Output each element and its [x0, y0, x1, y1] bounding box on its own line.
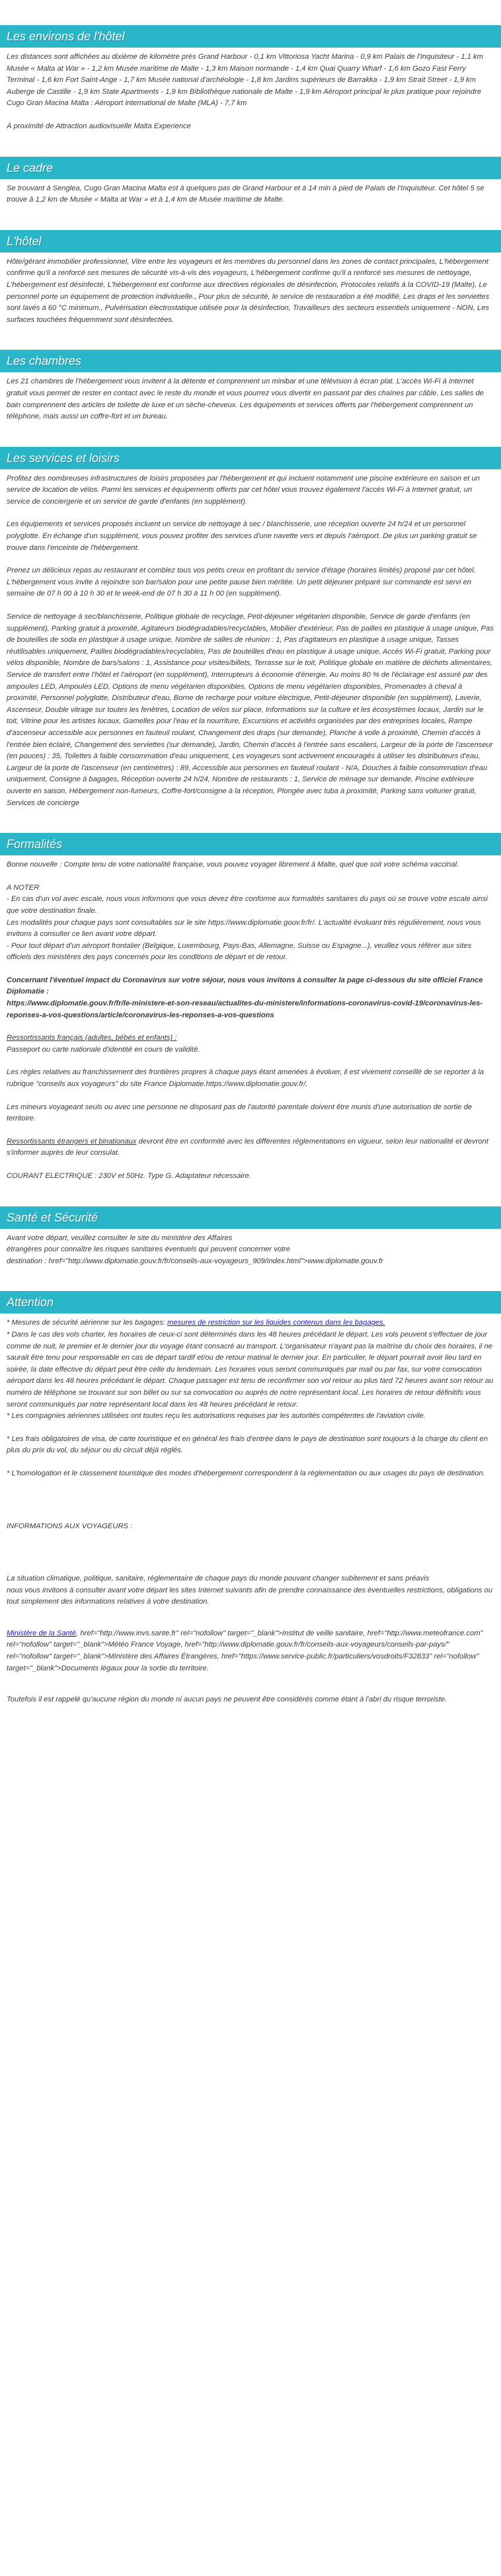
formalites-minors: Les mineurs voyageant seuls ou avec une personne ne disposant pas de l'autorité parentale doivent être munis d'une autorisation de sortie de territoire.: [7, 1103, 472, 1123]
formalites-french-nationals-heading: Ressortissants français (adultes, bébés et enfants) :: [7, 1034, 177, 1042]
formalites-foreign-nationals-text: devront être en conformité avec les différentes réglementations en vigueur, selon leur nationalité et devront s'informer auprès de leur consulat.: [7, 1137, 488, 1157]
section-attention: [0, 1291, 501, 1705]
section-formalites: [0, 833, 501, 1182]
environs-nearby: À proximité de Attraction audiovisuelle Malta Experience: [7, 122, 191, 130]
section-title-cadre: Le cadre: [0, 157, 501, 179]
section-sante: [0, 1206, 501, 1268]
cadre-description: Se trouvant à Senglea, Cugo Gran Macina Malta est à quelques pas de Grand Harbour et à 14 min à pied de Palais de l'Inquisiteur. Cet hôtel 5 se trouve à 1,2 km de Musée « Malta at War » et à 1,4 km de Musée maritime de Malte.: [7, 184, 484, 204]
services-leisure: Profitez des nombreuses infrastructures de loisirs proposées par l'hébergement et qui incluent notamment une piscine extérieure en saison et un service de location de vélos. Parmi les services et équipements offerts par cet hôtel vous trouvez également l'accès Wi-Fi à Internet gratuit, un service de conciergerie et un service de garde d'enfants (en supplément).: [7, 474, 481, 506]
section-title-environs: Les environs de l'hôtel: [0, 25, 501, 48]
section-services: [0, 447, 501, 809]
baggage-restrictions-link[interactable]: mesures de restriction sur les liquides contenus dans les bagages.: [167, 1319, 385, 1327]
formalites-electricity: COURANT ELECTRIQUE : 230V et 50Hz. Type G. Adaptateur nécessaire.: [7, 1172, 251, 1180]
formalites-border-rules: Les règles relatives au franchissement des frontières propres à chaque pays étant amenées à évoluer, il est vivement conseillé de se reporter à la rubrique "conseils aux voyageurs" du site France Diplomatie.https://www.diplomatie.gouv.fr/.: [7, 1068, 484, 1089]
section-cadre: [0, 157, 501, 206]
attention-classification: * L'homologation et le classement touristique des modes d'hébergement correspondent à la réglementation ou aux usages du pays de destination.: [7, 1469, 485, 1477]
formalites-french-nationals-text: Passeport ou carte nationale d'identité en cours de validité.: [7, 1045, 200, 1054]
attention-links: [7, 1628, 494, 1674]
section-hotel: [0, 230, 501, 327]
section-title-formalites: Formalités: [0, 833, 501, 855]
hotel-description: Hôte/gérant immobilier professionnel, Vitre entre les voyageurs et les membres du personnel dans les zones de contact principales, L'hébergement confirme qu'il a renforcé ses mesures de sécurité vis-à-vis des voyageurs, L'hébergement confirme qu'il a renforcé ses mesures de nettoyage, L'hébergement est désinfecté, L'hébergement est conforme aux directives régionales de désinfection, Protocoles relatifs à la COVID-19 (Malte), Le personnel porte un équipement de protection individuelle., Pour plus de sécurité, le service de restauration a été modifié, Les draps et les serviettes sont lavés à 60 °C minimum., Pulvérisation électrostatique utilisée pour la désinfection, Travailleurs des secteurs essentiels uniquement - NON, Les surfaces touchées fréquemment sont désinfectées.: [7, 257, 490, 324]
services-amenities: Les équipements et services proposés incluent un service de nettoyage à sec / blanchisserie, une réception ouverte 24 h/24 et un personnel polyglotte. En échange d'un supplément, vous pouvez profiter des services d'une navette vers et depuis l'aéroport. De plus un parking gratuit se trouve dans l'enceinte de l'hébergement.: [7, 520, 477, 552]
attention-situation: La situation climatique, politique, sanitaire, réglementaire de chaque pays du monde pouvant changer subitement et sans préavis nous vous invitons à consulter avant votre départ les sites Internet suivants afin de prendre connaissance des éventuelles restrictions, obligations ou tout simplement des informations relatives à votre destination.: [7, 1575, 493, 1606]
section-title-chambres: Les chambres: [0, 350, 501, 372]
formalites-intro: Bonne nouvelle : Compte tenu de votre nationalité française, vous pouvez voyager librement à Malte, quel que soit votre schéma vaccinal.: [7, 861, 459, 869]
sante-description: Avant votre départ, veuillez consulter le site du ministère des Affaires étrangères pour connaître les risques sanitaires éventuels qui peuvent concerner votre destination : href="http://www.diplomatie.gouv.fr/fr/conseils-aux-voyageurs_909/index.html">www.diplomatie.gouv.fr: [7, 1233, 383, 1265]
services-list: Service de nettoyage à sec/blanchisserie, Politique globale de recyclage, Petit-déjeuner végétarien disponible, Service de garde d'enfants (en supplément), Parking gratuit à proximité, Agitateurs biodégradables/recyclables, Mobilier d'extérieur, Pas de pailles en plastique à usage unique, Pas de bouteilles de soda en plastique à usage unique, Nombre de salles de réunion : 1, Pas d'agitateurs en plastique à usage unique, Tasses réutilisables uniquement, Pailles biodégradables/recyclables, Pas de bouteilles d'eau en plastique à usage unique, Accès Wi-Fi gratuit, Parking pour vélos disponible, Nombre de bars/salons : 1, Assistance pour visites/billets, Terrasse sur le toit, Politique globale en matière de déchets alimentaires, Service de transfert entre l'hôtel et l'aéroport (en supplément), Interrupteurs à économie d'énergie, Au moins 80 % de l'éclairage est assuré par des ampoules LED, Ampoules LED, Options de menu végétarien disponibles, Options de menu végétarien disponibles, Promenades à cheval à proximité, Personnel polyglotte, Distributeur d'eau, Borne de recharge pour voiture électrique, Petit-déjeuner disponible (en supplément), Laverie, Ascenseur, Double vitrage sur toutes les fenêtres, Location de vélos sur place, Informations sur la culture et les écosystèmes locaux, Jardin sur le toit, Vitrine pour les artistes locaux, Gamelles pour l'eau et la nourriture, Excursions et activités organisées par des entreprises locales, Rampe d'ascenseur accessible aux personnes en fauteuil roulant, Changement des draps (sur demande), Planche à voile à proximité, Chemin d'accès à l'entrée bien éclairé, Changement des serviettes (sur demande), Jardin, Chemin d'accès à l'entrée sans escaliers, Largeur de la porte de l'ascenseur (en pouces) : 35, Toilettes à faible consommation d'eau uniquement, Les voyageurs sont activement encouragés à utiliser les distributeurs d'eau, Largeur de la porte de l'ascenseur (en centimètres) : 89, Accessible aux personnes en fauteuil roulant - N/A, Douches à faible consommation d'eau uniquement, Consigne à bagages, Réception ouverte 24 h/24, Nombre de restaurants : 1, Service de ménage sur demande, Piscine extérieure ouverte en saison, Hébergement non-fumeurs, Coffre-fort/consigne à la réception, Plongée avec tuba à proximité, Parking sans voiturier gratuit, Services de concierge: [7, 613, 494, 807]
services-dining: Prenez un délicieux repas au restaurant et comblez tous vos petits creux en profitant du service d'étage (horaires limités) proposé par cet hôtel. L'hébergement vous invite à rejoindre son bar/salon pour une petite pause bien méritée. Un petit déjeuner préparé sur commande est servi en semaine de 07 h 00 à 10 h 30 et le week-end de 07 h 30 à 11 h 00 (en supplément).: [7, 566, 476, 598]
formalites-foreign-nationals: [7, 1136, 494, 1159]
section-title-hotel: L'hôtel: [0, 230, 501, 253]
attention-terrorism: Toutefois il est rappelé qu'aucune région du monde ni aucun pays ne peuvent être considérés comme étant à l'abri du risque terroriste.: [7, 1696, 447, 1704]
environs-distances: Les distances sont affichées au dixième de kilomètre près Grand Harbour - 0,1 km Vittoriosa Yacht Marina - 0,9 km Palais de l'Inquisiteur - 1,1 km Musée « Malta at War » - 1,2 km Musée maritime de Malte - 1,3 km Maison normande - 1,4 km Quai Quarry Wharf - 1,6 km Gozo Fast Ferry Terminal - 1,6 km Fort Saint-Ange - 1,7 km Musée national d'archéologie - 1,8 km Jardins supérieurs de Barrakka - 1,9 km Strait Street - 1,9 km Auberge de Castille - 1,9 km State Apartments - 1,9 km Bibliothèque nationale de Malte - 1,9 km Aéroport principal le plus pratique pour rejoindre Cugo Gran Macina Malta : Aéroport international de Malte (MLA) - 7,7 km: [7, 53, 483, 108]
attention-baggage-prefix: * Mesures de sécurité aérienne sur les bagages:: [7, 1319, 168, 1327]
attention-visa-fees: * Les frais obligatoires de visa, de carte touristique et en général les frais d'entrée dans le pays de destination sont toujours à la charge du client en plus du prix du vol, du séjour ou du circuit déjà réglés.: [7, 1434, 488, 1455]
attention-flights: [7, 1317, 494, 1422]
attention-flights-text: * Dans le cas des vols charter, les horaires de ceux-ci sont déterminés dans les 48 heures précédant le départ. Les vols peuvent s'effectuer de jour comme de nuit, le premier et le dernier jour du voyage étant consacré au transport. L'organisateur n'ayant pas la maîtrise du choix des horaires, il ne saurait être tenu pour responsable en cas de départ tardif et/ou de retour matinal le dernier jour. En particulier, le départ pourrait avoir lieu tard en soirée, la date effective du départ peut être celle du lendemain. Les horaires vous seront communiqués par mail ou par fax, sur votre convocation aéroport dans les 48 heures précédant le départ. Chaque passager est tenu de reconfirmer son vol retour au plus tard 72 heures avant son retour au numéro de téléphone se trouvant sur son billet ou sur sa convocation ou auprès de notre représentant local. Les horaires de retour définitifs vous seront communiqués par notre représentant local dans les 48 heures précédant le retour. * Les compagnies aériennes utilisées ont toutes reçu les autorisations requises par les autorités compétentes de l'aviation civile.: [7, 1330, 494, 1421]
section-chambres: [0, 350, 501, 422]
formalites-coronavirus: Concernant l'éventuel impact du Coronavirus sur votre séjour, nous vous invitons à consulter la page ci-dessous du site officiel France Diplomatie : https://www.diplomatie.gouv.fr/fr/le-ministere-et-son-reseau/actualites-du-ministere/informations-coronavirus-covid-19/coronavirus-les-reponses-a-vos-questions/article/coronavirus-les-reponses-a-vos-questions: [7, 976, 483, 1019]
chambres-description: Les 21 chambres de l'hébergement vous invitent à la détente et comprennent un minibar et une télévision à écran plat. L'accès Wi-Fi à Internet gratuit vous permet de rester en contact avec le reste du monde et vous pourrez vous divertir en passant par des chaînes par câble. Les salles de bain comprennent des articles de toilette de luxe et un sèche-cheveux. Les équipements et services offerts par l'hébergement comprennent un téléphone, mais aussi un coffre-fort et un bureau.: [7, 377, 484, 421]
section-title-services: Les services et loisirs: [0, 447, 501, 469]
ministere-sante-link[interactable]: Ministère de la Santé: [7, 1629, 77, 1637]
formalites-foreign-nationals-heading: Ressortissants étrangers et binationaux: [7, 1137, 137, 1146]
formalites-note: A NOTER - En cas d'un vol avec escale, nous vous informons que vous devez être conforme aux formalités sanitaires du pays où se trouve votre escale ainsi que votre destination finale. Les modalités pour chaque pays sont consultables sur le site https://www.diplomatie.gouv.fr/fr/. L'actualité évoluant très régulièrement, nous vous invitons à consulter ce lien avant votre départ. - Pour tout départ d'un aéroport frontalier (Belgique, Luxembourg, Pays-Bas, Allemagne, Suisse ou Espagne...), veuillez vous référer aux sites officiels des ministères des pays concernés pour les conditions de départ et de retour.: [7, 883, 488, 962]
formalites-french-nationals: [7, 1033, 494, 1056]
section-title-sante: Santé et Sécurité: [0, 1206, 501, 1229]
attention-links-text: , href="http://www.invs.sante.fr" rel="nofollow" target="_blank">Institut de veille sanitaire, href="http://www.meteofrance.com" rel="nofollow" target="_blank">Météo France Voyage, href="http://www.diplomatie.gouv.fr/fr/conseils-aux-voyageurs/conseils-par-pays/" rel="nofollow" target="_blank">Ministère des Affaires Étrangères, href="https://www.service-public.fr/particuliers/vosdroits/F32833" rel="nofollow" target="_blank">Documents légaux pour la sortie du territoire.: [7, 1629, 483, 1672]
section-title-attention: Attention: [0, 1291, 501, 1313]
attention-travelers-info-heading: INFORMATIONS AUX VOYAGEURS :: [7, 1522, 133, 1530]
section-environs: [0, 25, 501, 133]
